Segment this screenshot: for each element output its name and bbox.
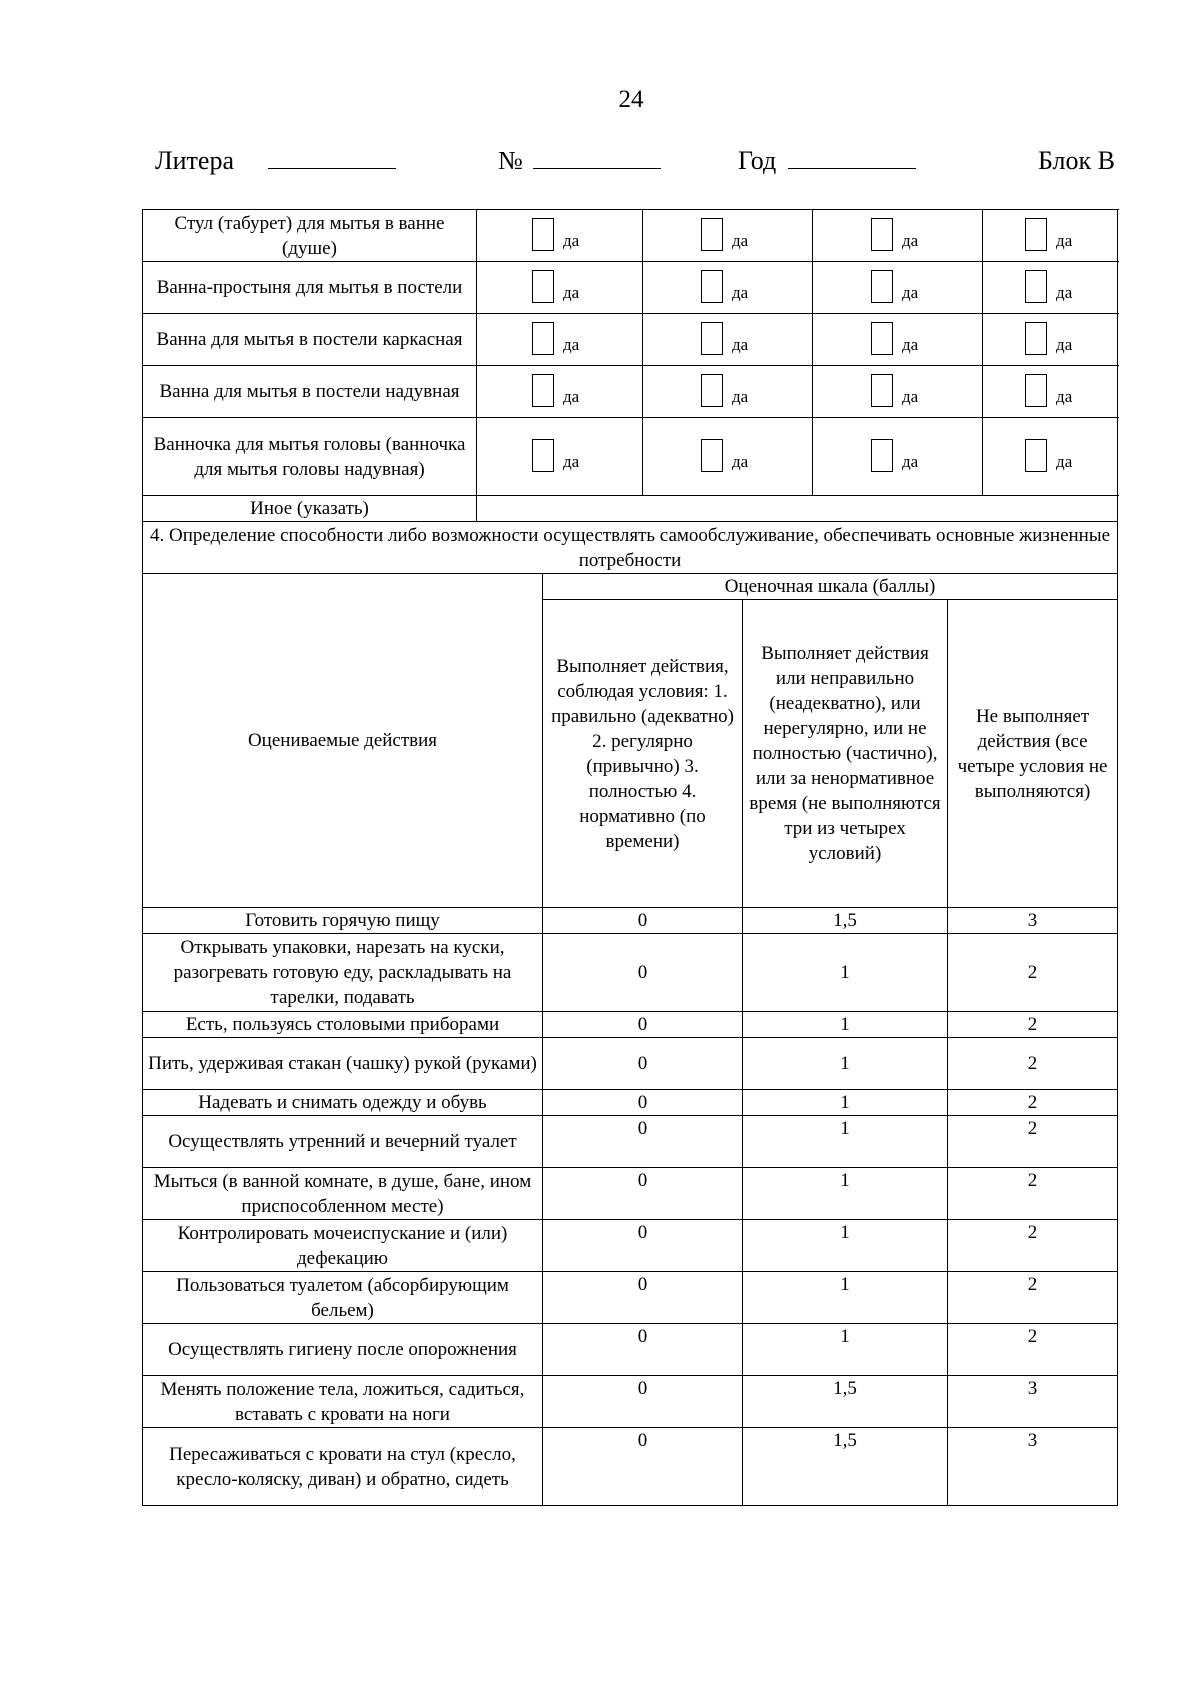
number-blank[interactable]: [533, 146, 661, 169]
yes-checkbox[interactable]: [643, 270, 808, 305]
yes-checkbox[interactable]: [983, 439, 1113, 474]
yes-checkbox[interactable]: [477, 322, 638, 357]
checkbox-label: да: [1056, 283, 1073, 302]
equipment-option-cell: [983, 314, 1118, 366]
checkbox-square-icon[interactable]: [701, 218, 723, 251]
table-row: [143, 908, 1118, 934]
checkbox-square-icon[interactable]: [532, 218, 554, 251]
action-label: Пользоваться туалетом (абсорбирующим бельем): [143, 1272, 543, 1324]
table-row: [143, 1272, 1118, 1324]
equipment-option-cell: [813, 210, 983, 262]
equipment-option-cell: [643, 418, 813, 496]
score-full: 0: [543, 1090, 743, 1116]
equipment-row: [143, 262, 1118, 314]
score-none: 2: [948, 1220, 1118, 1272]
scale-rows: [143, 908, 1118, 1506]
equipment-label: Ванна для мытья в постели надувная: [143, 366, 477, 418]
table-row: [143, 1116, 1118, 1168]
action-label: Пересаживаться с кровати на стул (кресло, кресло-коляску, диван) и обратно, сидеть: [143, 1428, 543, 1506]
score-full: 0: [543, 1116, 743, 1168]
score-partial: 1: [743, 1272, 948, 1324]
checkbox-label: да: [563, 231, 580, 250]
score-none: 2: [948, 1116, 1118, 1168]
other-row-input[interactable]: [477, 496, 1118, 522]
score-full: 0: [543, 934, 743, 1012]
table-row: [143, 1376, 1118, 1428]
score-partial: 1,5: [743, 1428, 948, 1506]
col3-header: Не выполняет действия (все четыре условия не выполняются): [948, 600, 1118, 908]
checkbox-label: да: [732, 231, 749, 250]
action-label: Осуществлять утренний и вечерний туалет: [143, 1116, 543, 1168]
action-label: Пить, удерживая стакан (чашку) рукой (руками): [143, 1038, 543, 1090]
equipment-label: Ванна-простыня для мытья в постели: [143, 262, 477, 314]
section-title: 4. Определение способности либо возможности осуществлять самообслуживание, обеспечивать основные жизненные потребности: [143, 522, 1118, 574]
equipment-option-cell: [643, 314, 813, 366]
equipment-option-cell: [813, 314, 983, 366]
score-none: 2: [948, 934, 1118, 1012]
litera-blank[interactable]: [268, 146, 396, 169]
page-number: 24: [618, 86, 644, 113]
action-label: Надевать и снимать одежду и обувь: [143, 1090, 543, 1116]
score-full: 0: [543, 1012, 743, 1038]
section-title-row: [143, 522, 1118, 574]
equipment-option-cell: [643, 262, 813, 314]
equipment-option-cell: [983, 418, 1118, 496]
table-row: [143, 1428, 1118, 1506]
checkbox-square-icon[interactable]: [871, 270, 893, 303]
number-field: [498, 146, 661, 176]
action-label: Готовить горячую пищу: [143, 908, 543, 934]
score-full: 0: [543, 1428, 743, 1506]
table-row: [143, 1220, 1118, 1272]
checkbox-square-icon[interactable]: [701, 322, 723, 355]
col2-header: Выполняет действия или неправильно (неадекватно), или нерегулярно, или не полностью (частично), или за ненормативное время (не выполняются три из четырех условий): [743, 600, 948, 908]
score-none: 3: [948, 1376, 1118, 1428]
action-label: Менять положение тела, ложиться, садиться, вставать с кровати на ноги: [143, 1376, 543, 1428]
score-partial: 1: [743, 1220, 948, 1272]
score-full: 0: [543, 1038, 743, 1090]
checkbox-square-icon[interactable]: [871, 439, 893, 472]
score-full: 0: [543, 1272, 743, 1324]
yes-checkbox[interactable]: [983, 322, 1113, 357]
table-row: [143, 1012, 1118, 1038]
checkbox-label: да: [563, 335, 580, 354]
block-label: Блок В: [1037, 146, 1115, 175]
score-partial: 1,5: [743, 908, 948, 934]
yes-checkbox[interactable]: [477, 439, 638, 474]
score-partial: 1: [743, 1324, 948, 1376]
yes-checkbox[interactable]: [813, 439, 978, 474]
yes-checkbox[interactable]: [643, 374, 808, 409]
checkbox-label: да: [563, 387, 580, 406]
score-full: 0: [543, 1324, 743, 1376]
checkbox-label: да: [902, 387, 919, 406]
score-partial: 1: [743, 1038, 948, 1090]
table-row: [143, 934, 1118, 1012]
checkbox-square-icon[interactable]: [532, 322, 554, 355]
yes-checkbox[interactable]: [643, 439, 808, 474]
checkbox-label: да: [563, 283, 580, 302]
yes-checkbox[interactable]: [813, 270, 978, 305]
score-partial: 1: [743, 1012, 948, 1038]
equipment-row: [143, 418, 1118, 496]
equipment-label: Ванночка для мытья головы (ванночка для мытья головы надувная): [143, 418, 477, 496]
equipment-option-cell: [477, 366, 643, 418]
checkbox-square-icon[interactable]: [532, 270, 554, 303]
checkbox-label: да: [1056, 452, 1073, 471]
score-none: 2: [948, 1168, 1118, 1220]
score-none: 2: [948, 1272, 1118, 1324]
action-label: Есть, пользуясь столовыми приборами: [143, 1012, 543, 1038]
equipment-rows: [143, 210, 1118, 496]
score-none: 2: [948, 1090, 1118, 1116]
checkbox-square-icon[interactable]: [532, 374, 554, 407]
action-label: Контролировать мочеиспускание и (или) дефекацию: [143, 1220, 543, 1272]
checkbox-square-icon[interactable]: [1025, 218, 1047, 251]
equipment-option-cell: [983, 262, 1118, 314]
yes-checkbox[interactable]: [643, 322, 808, 357]
table-row: [143, 1038, 1118, 1090]
checkbox-square-icon[interactable]: [1025, 374, 1047, 407]
score-partial: 1: [743, 934, 948, 1012]
score-full: 0: [543, 908, 743, 934]
equipment-option-cell: [477, 210, 643, 262]
equipment-label: Стул (табурет) для мытья в ванне (душе): [143, 210, 477, 262]
other-row-label: Иное (указать): [143, 496, 477, 522]
checkbox-square-icon[interactable]: [871, 374, 893, 407]
scale-header: Оценочная шкала (баллы): [543, 574, 1118, 600]
checkbox-label: да: [732, 283, 749, 302]
equipment-row: [143, 366, 1118, 418]
equipment-option-cell: [477, 262, 643, 314]
action-label: Мыться (в ванной комнате, в душе, бане, ином приспособленном месте): [143, 1168, 543, 1220]
action-label: Осуществлять гигиену после опорожнения: [143, 1324, 543, 1376]
equipment-row: [143, 314, 1118, 366]
score-full: 0: [543, 1220, 743, 1272]
actions-header: Оцениваемые действия: [143, 574, 543, 908]
equipment-option-cell: [477, 418, 643, 496]
checkbox-label: да: [902, 283, 919, 302]
checkbox-label: да: [902, 231, 919, 250]
litera-label: Литера: [155, 146, 234, 175]
yes-checkbox[interactable]: [477, 374, 638, 409]
yes-checkbox[interactable]: [813, 322, 978, 357]
checkbox-square-icon[interactable]: [871, 218, 893, 251]
yes-checkbox[interactable]: [643, 218, 808, 253]
checkbox-label: да: [732, 387, 749, 406]
score-none: 2: [948, 1012, 1118, 1038]
col1-header: Выполняет действия, соблюдая условия: 1. правильно (адекватно) 2. регулярно (привычно) 3. полностью 4. нормативно (по времени): [543, 600, 743, 908]
yes-checkbox[interactable]: [813, 374, 978, 409]
checkbox-square-icon[interactable]: [1025, 439, 1047, 472]
equipment-row: [143, 210, 1118, 262]
number-label: №: [498, 146, 523, 175]
equipment-option-cell: [643, 366, 813, 418]
other-row: [143, 496, 1118, 522]
table-row: [143, 1324, 1118, 1376]
checkbox-label: да: [1056, 387, 1073, 406]
score-none: 2: [948, 1038, 1118, 1090]
checkbox-label: да: [563, 452, 580, 471]
score-full: 0: [543, 1376, 743, 1428]
equipment-option-cell: [477, 314, 643, 366]
equipment-option-cell: [813, 262, 983, 314]
equipment-option-cell: [643, 210, 813, 262]
form-header: [155, 146, 1115, 180]
table-row: [143, 1090, 1118, 1116]
year-blank[interactable]: [788, 146, 916, 169]
scale-header-row: [143, 574, 1118, 600]
checkbox-label: да: [732, 335, 749, 354]
litera-field: [155, 146, 396, 176]
table-row: [143, 1168, 1118, 1220]
score-partial: 1: [743, 1116, 948, 1168]
year-label: Год: [738, 146, 777, 175]
checkbox-label: да: [902, 452, 919, 471]
equipment-option-cell: [813, 418, 983, 496]
score-none: 3: [948, 908, 1118, 934]
other-row-body: [143, 496, 1118, 908]
yes-checkbox[interactable]: [477, 218, 638, 253]
assessment-table: [142, 209, 1118, 1506]
equipment-option-cell: [983, 210, 1118, 262]
equipment-label: Ванна для мытья в постели каркасная: [143, 314, 477, 366]
score-partial: 1: [743, 1090, 948, 1116]
checkbox-label: да: [1056, 335, 1073, 354]
equipment-option-cell: [983, 366, 1118, 418]
checkbox-square-icon[interactable]: [532, 439, 554, 472]
checkbox-label: да: [732, 452, 749, 471]
score-partial: 1: [743, 1168, 948, 1220]
yes-checkbox[interactable]: [983, 270, 1113, 305]
action-label: Открывать упаковки, нарезать на куски, разогревать готовую еду, раскладывать на тарелки, подавать: [143, 934, 543, 1012]
yes-checkbox[interactable]: [983, 374, 1113, 409]
checkbox-square-icon[interactable]: [1025, 322, 1047, 355]
score-full: 0: [543, 1168, 743, 1220]
score-none: 3: [948, 1428, 1118, 1506]
checkbox-label: да: [1056, 231, 1073, 250]
score-partial: 1,5: [743, 1376, 948, 1428]
checkbox-square-icon[interactable]: [701, 270, 723, 303]
checkbox-square-icon[interactable]: [701, 439, 723, 472]
yes-checkbox[interactable]: [477, 270, 638, 305]
yes-checkbox[interactable]: [983, 218, 1113, 253]
equipment-option-cell: [813, 366, 983, 418]
score-none: 2: [948, 1324, 1118, 1376]
year-field: [738, 146, 916, 176]
checkbox-square-icon[interactable]: [1025, 270, 1047, 303]
checkbox-label: да: [902, 335, 919, 354]
checkbox-square-icon[interactable]: [701, 374, 723, 407]
checkbox-square-icon[interactable]: [871, 322, 893, 355]
yes-checkbox[interactable]: [813, 218, 978, 253]
